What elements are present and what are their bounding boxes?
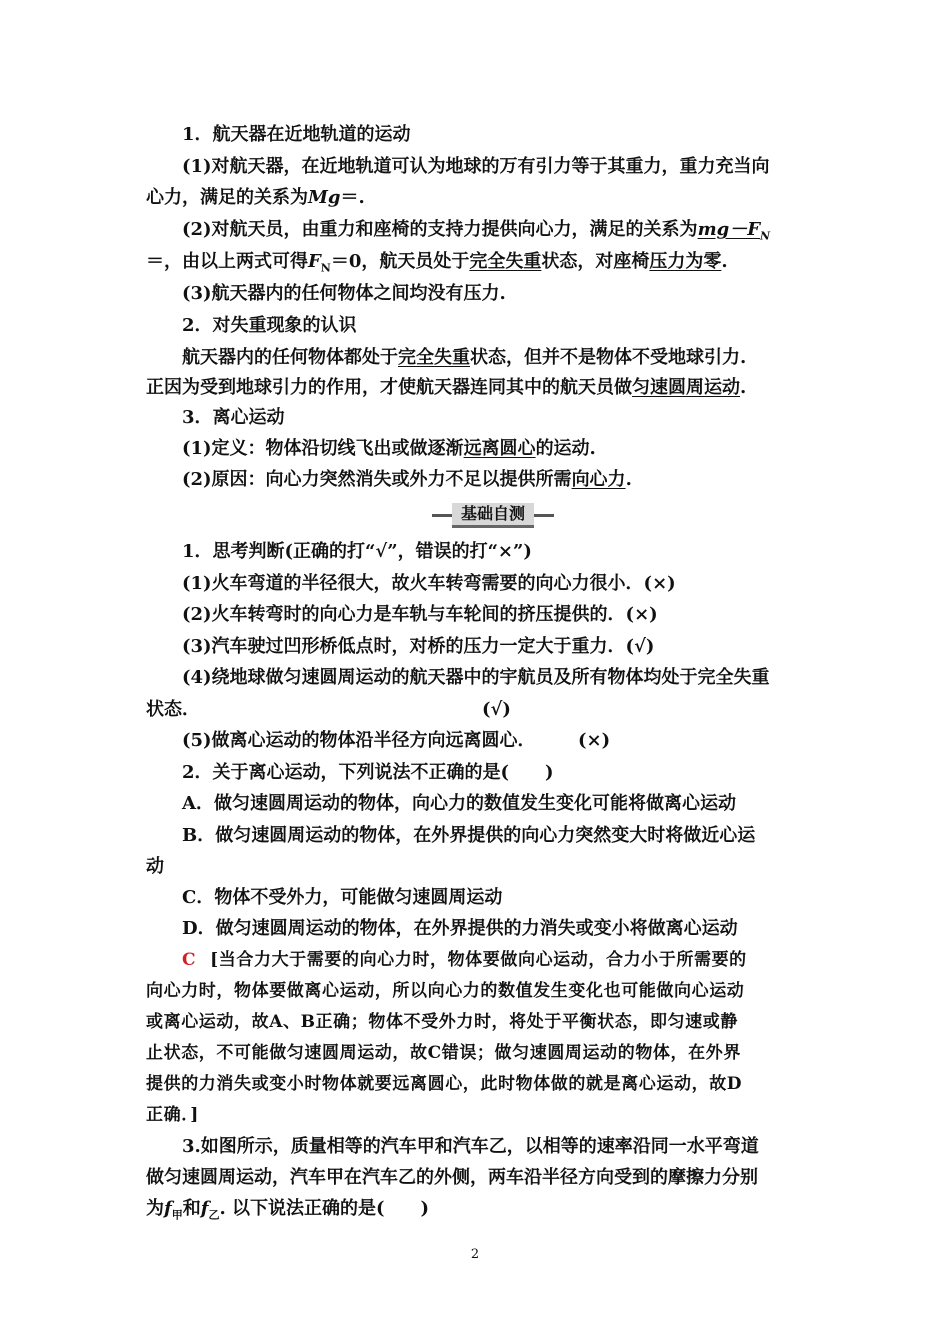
judgement-mark: (√) — [482, 699, 511, 720]
blank-answer: 远离圆心 — [463, 438, 536, 459]
subscript: N — [759, 229, 771, 243]
subscript: 乙 — [208, 1208, 220, 1222]
blank-answer: 压力为零 — [649, 251, 722, 272]
symbol-f: f — [200, 1198, 209, 1219]
q1-item-3: (3)汽车驶过凹形桥低点时，对桥的压力一定大于重力．(√) — [182, 636, 655, 657]
q1-item-1: (1)火车弯道的半径很大，故火车转弯需要的向心力很小．(×) — [182, 573, 676, 594]
symbol-f: f — [164, 1198, 172, 1219]
q1-item-4-line-2 — [146, 698, 808, 722]
blank-answer: 匀速圆周运动 — [632, 377, 740, 398]
q2-option-b-line-2: 动 — [146, 856, 164, 877]
text: (2)原因：向心力突然消失或外力不足以提供所需 — [182, 469, 572, 490]
text: 为 — [146, 1198, 164, 1219]
ribbon-left-bar — [432, 514, 452, 517]
q1-item-4-line-1: (4)绕地球做匀速圆周运动的航天器中的宇航员及所有物体均处于完全失重 — [182, 667, 770, 688]
formula-mg-minus-fn — [697, 219, 771, 243]
section-1-para-2-line-2 — [146, 250, 808, 274]
section-1-title: 1．航天器在近地轨道的运动 — [182, 124, 411, 145]
text: 的运动. — [535, 438, 596, 459]
q3-line-3 — [146, 1197, 808, 1221]
section-1-para-1-line-1: (1)对航天器，在近地轨道可认为地球的万有引力等于其重力，重力充当向 — [182, 156, 770, 177]
text: . 以下说法正确的是( ) — [219, 1198, 430, 1219]
blank-answer: 向心力 — [571, 469, 626, 490]
text: 状态． — [146, 699, 200, 720]
text: 正因为受到地球引力的作用，才使航天器连同其中的航天员做 — [146, 377, 632, 398]
section-1-para-1-line-2 — [146, 186, 808, 210]
text: ＝，由以上两式可得 — [146, 251, 308, 272]
text: ＝. — [340, 187, 365, 208]
judgement-mark: (×) — [578, 730, 611, 751]
text: 状态，对座椅 — [541, 251, 650, 272]
q1-item-5 — [182, 729, 808, 753]
text: . — [721, 251, 728, 272]
text: . — [740, 377, 747, 398]
formula-text: mg－F — [697, 219, 760, 240]
subscript: 甲 — [171, 1208, 183, 1222]
section-2-title: 2．对失重现象的认识 — [182, 315, 357, 336]
q1-item-2: (2)火车转弯时的向心力是车轨与车轮间的挤压提供的．(×) — [182, 604, 658, 625]
text: 航天器内的任何物体都处于 — [182, 347, 398, 368]
section-3-title: 3．离心运动 — [182, 407, 285, 428]
q2-option-b-line-1: B．做匀速圆周运动的物体，在外界提供的向心力突然变大时将做近心运 — [182, 825, 756, 846]
text: ＝0，航天员处于 — [330, 251, 470, 272]
section-3-line-1 — [182, 437, 808, 461]
text: . — [625, 469, 632, 490]
q2-explanation-line-1 — [182, 948, 808, 972]
formula-mg: Mg — [308, 187, 341, 208]
q2-option-c: C．物体不受外力，可能做匀速圆周运动 — [182, 887, 503, 908]
q2-explanation-line-6: 正确．] — [146, 1105, 199, 1125]
section-1-para-2-line-1 — [182, 218, 808, 242]
text: 心力，满足的关系为 — [146, 187, 308, 208]
page-number: 2 — [470, 1247, 480, 1262]
q2-option-d: D．做匀速圆周运动的物体，在外界提供的力消失或变小将做离心运动 — [182, 918, 738, 939]
section-1-para-3: (3)航天器内的任何物体之间均没有压力. — [182, 283, 506, 304]
q3-line-1: 3.如图所示，质量相等的汽车甲和汽车乙，以相等的速率沿同一水平弯道 — [182, 1136, 759, 1157]
text: 状态，但并不是物体不受地球引力. — [470, 347, 747, 368]
text: (1)定义：物体沿切线飞出或做逐渐 — [182, 438, 464, 459]
q2-explanation-line-5: 提供的力消失或变小时物体就要远离圆心，此时物体做的就是离心运动，故D — [146, 1074, 743, 1094]
blank-answer: 完全失重 — [398, 347, 470, 368]
blank-answer: 完全失重 — [469, 251, 542, 272]
q2-option-a: A．做匀速圆周运动的物体，向心力的数值发生变化可能将做离心运动 — [182, 793, 736, 814]
section-2-line-1 — [182, 346, 808, 370]
text: (2)对航天员，由重力和座椅的支持力提供向心力，满足的关系为 — [182, 219, 698, 240]
formula-fn: F — [308, 251, 321, 272]
q2-explanation-line-3: 或离心运动，故A、B正确；物体不受外力时，将处于平衡状态，即匀速或静 — [146, 1012, 738, 1032]
q2-explanation-line-2: 向心力时，物体要做离心运动，所以向心力的数值发生变化也可能做向心运动 — [146, 981, 745, 1001]
text: (5)做离心运动的物体沿半径方向远离圆心． — [182, 730, 536, 751]
section-2-line-2 — [146, 376, 808, 400]
self-test-ribbon — [432, 503, 554, 527]
subscript: N — [320, 261, 331, 275]
q2-explanation-line-4: 止状态，不可能做匀速圆周运动，故C错误；做匀速圆周运动的物体，在外界 — [146, 1043, 741, 1063]
section-3-line-2 — [182, 468, 808, 492]
ribbon-right-bar — [534, 514, 554, 517]
q2-stem: 2．关于离心运动，下列说法不正确的是( ) — [182, 762, 554, 783]
answer-letter: C — [182, 950, 197, 970]
text: 和 — [182, 1198, 201, 1219]
text: [当合力大于需要的向心力时，物体要做向心运动，合力小于所需要的 — [210, 950, 747, 970]
q1-title: 1．思考判断(正确的打“√”，错误的打“×”) — [182, 541, 532, 562]
q3-line-2: 做匀速圆周运动，汽车甲在汽车乙的外侧，两车沿半径方向受到的摩擦力分别 — [146, 1167, 758, 1188]
ribbon-label: 基础自测 — [452, 503, 534, 528]
